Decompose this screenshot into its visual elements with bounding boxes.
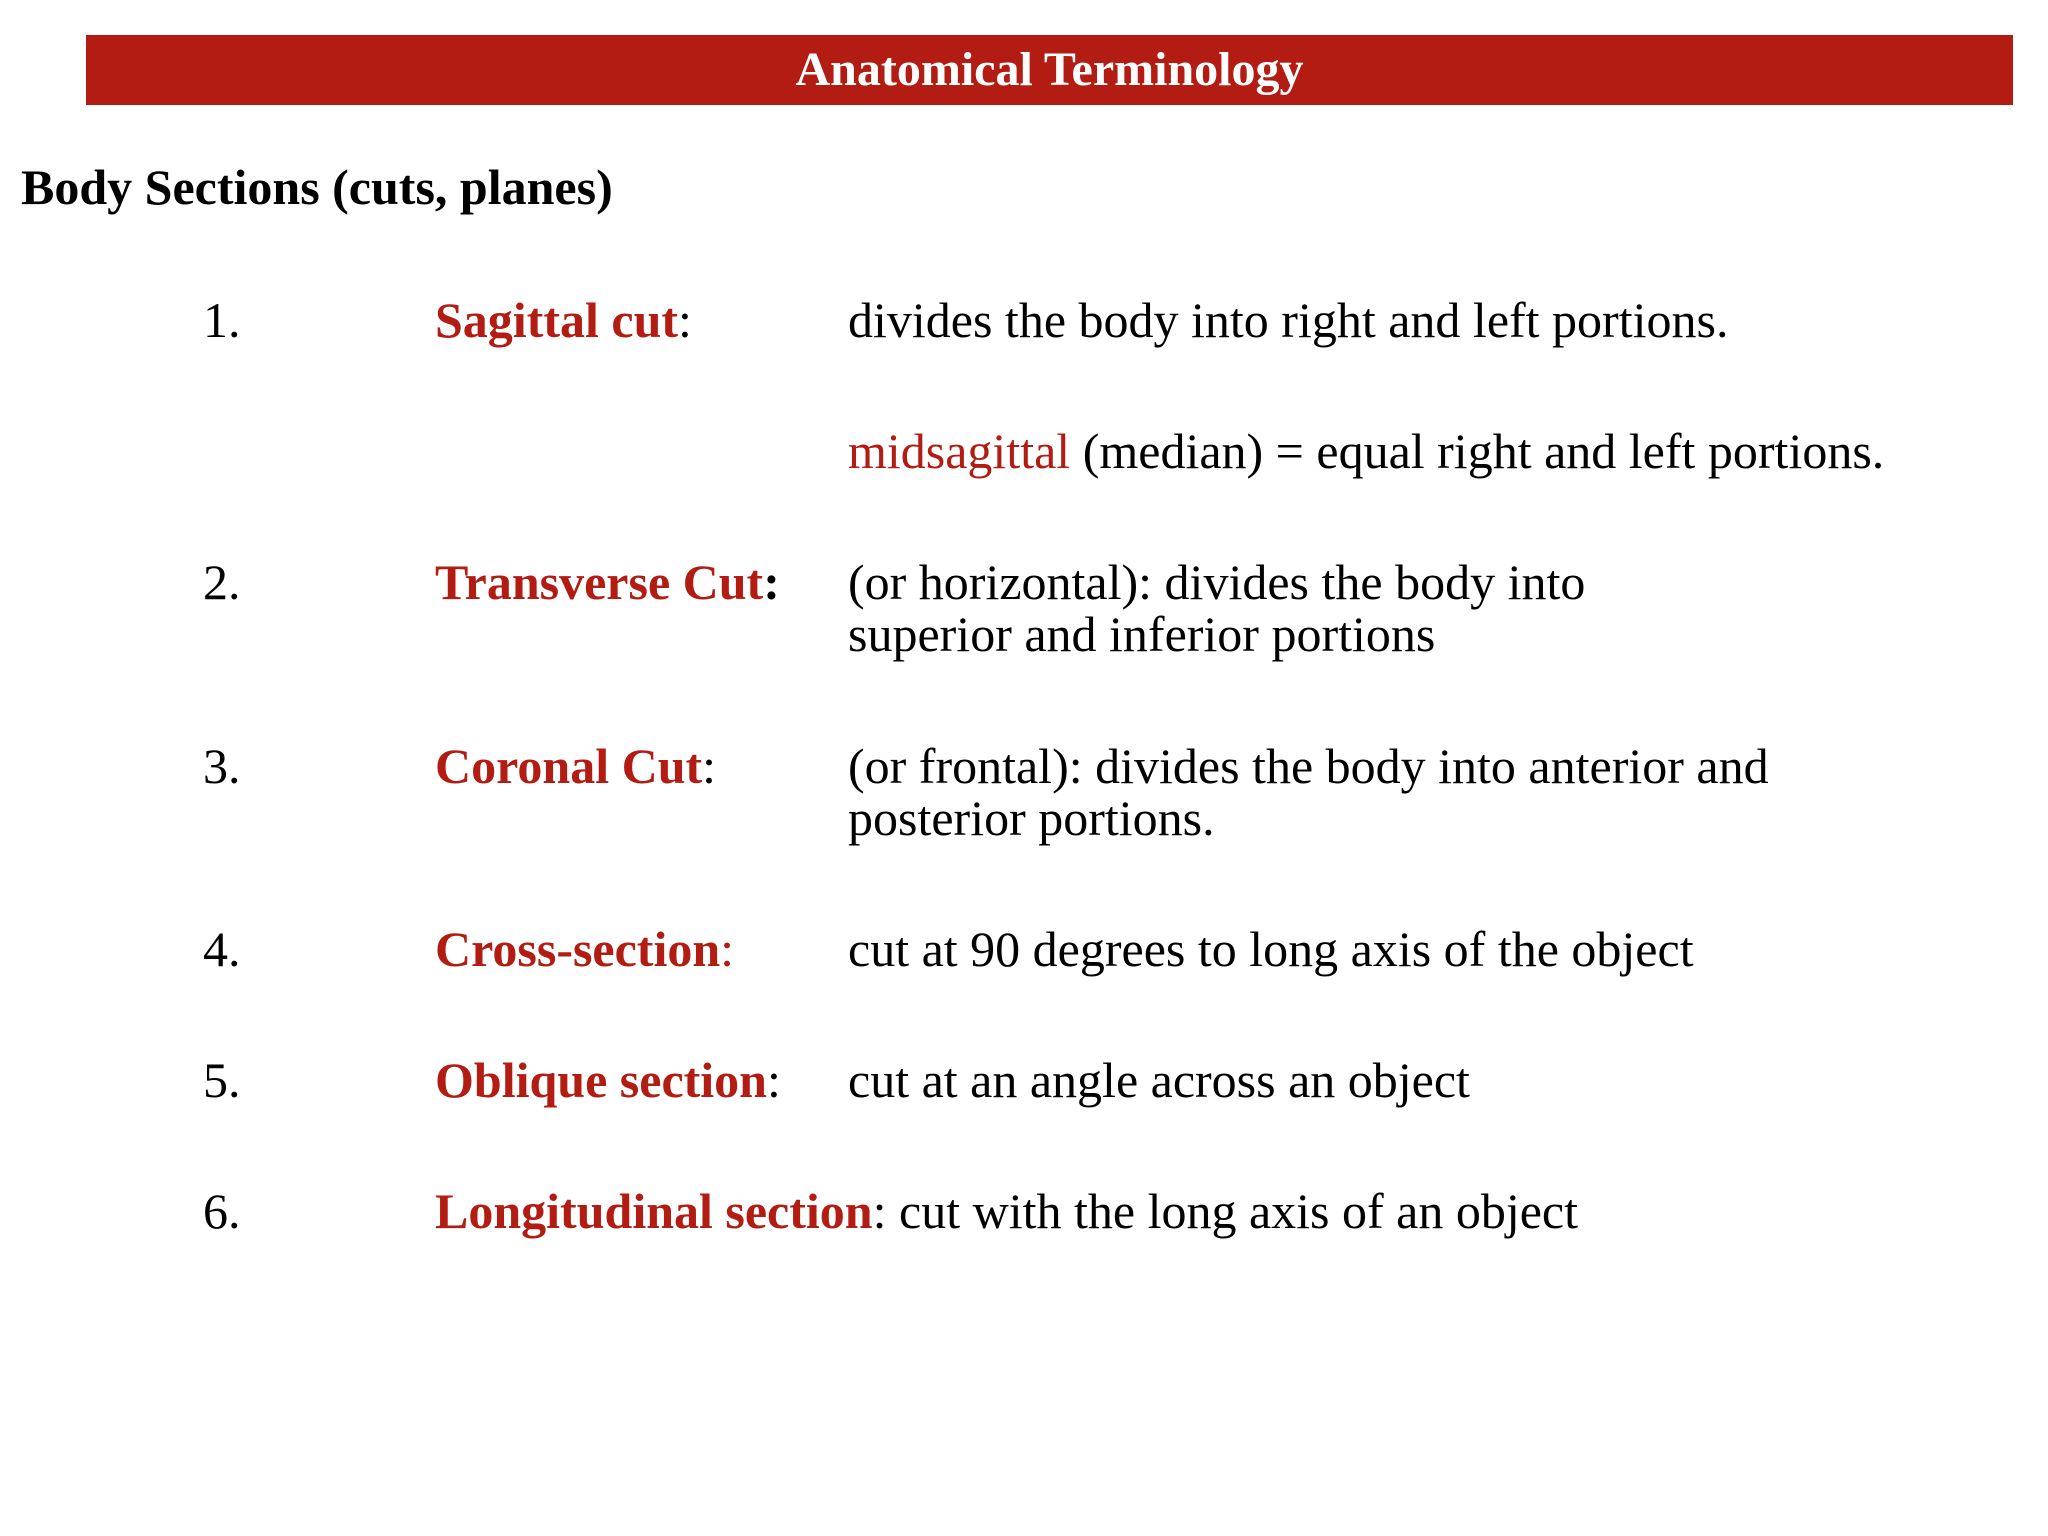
item-term [435, 1054, 781, 1106]
item-number: 1. [203, 292, 241, 348]
section-heading: Body Sections (cuts, planes) [21, 159, 613, 215]
definition-line: (or frontal): divides the body into anterior and [848, 738, 1769, 794]
item-number: 3. [203, 738, 241, 794]
item-definition [848, 740, 1769, 844]
item-number: 6. [203, 1183, 241, 1239]
item-definition [848, 556, 1585, 660]
item-number: 2. [203, 554, 241, 610]
item-definition: cut at an angle across an object [848, 1052, 1470, 1108]
item-definition: divides the body into right and left portions. [848, 292, 1729, 348]
sub-term: midsagittal [848, 423, 1071, 479]
item-term [435, 740, 716, 792]
term-name: Oblique section [435, 1052, 767, 1108]
sub-term-rest: (median) = equal right and left portions. [1070, 423, 1885, 479]
item-definition: cut at 90 degrees to long axis of the object [848, 921, 1694, 977]
item-number: 5. [203, 1052, 241, 1108]
definition-line: superior and inferior portions [848, 606, 1436, 662]
definition-line: posterior portions. [848, 790, 1215, 846]
term-name: Transverse Cut [435, 554, 764, 610]
term-name: Cross-section [435, 921, 721, 977]
term-name: Sagittal cut [435, 292, 679, 348]
term-colon: : [763, 554, 780, 610]
item-term [435, 923, 734, 975]
term-colon: : [766, 1052, 781, 1108]
term-colon: : [720, 921, 735, 977]
item-term [435, 556, 780, 608]
slide-title: Anatomical Terminology [795, 43, 1304, 96]
term-colon: : [702, 738, 717, 794]
item-number: 4. [203, 921, 241, 977]
term-name: Coronal Cut [435, 738, 703, 794]
item-term [435, 294, 692, 346]
term-colon: : [872, 1183, 887, 1239]
term-colon: : [678, 292, 692, 348]
term-name: Longitudinal section [435, 1183, 873, 1239]
definition-line: (or horizontal): divides the body into [848, 554, 1586, 610]
title-bar [86, 35, 2013, 105]
item-definition: cut with the long axis of an object [886, 1183, 1579, 1239]
item-term [435, 1185, 1578, 1237]
item-definition [848, 425, 1884, 477]
